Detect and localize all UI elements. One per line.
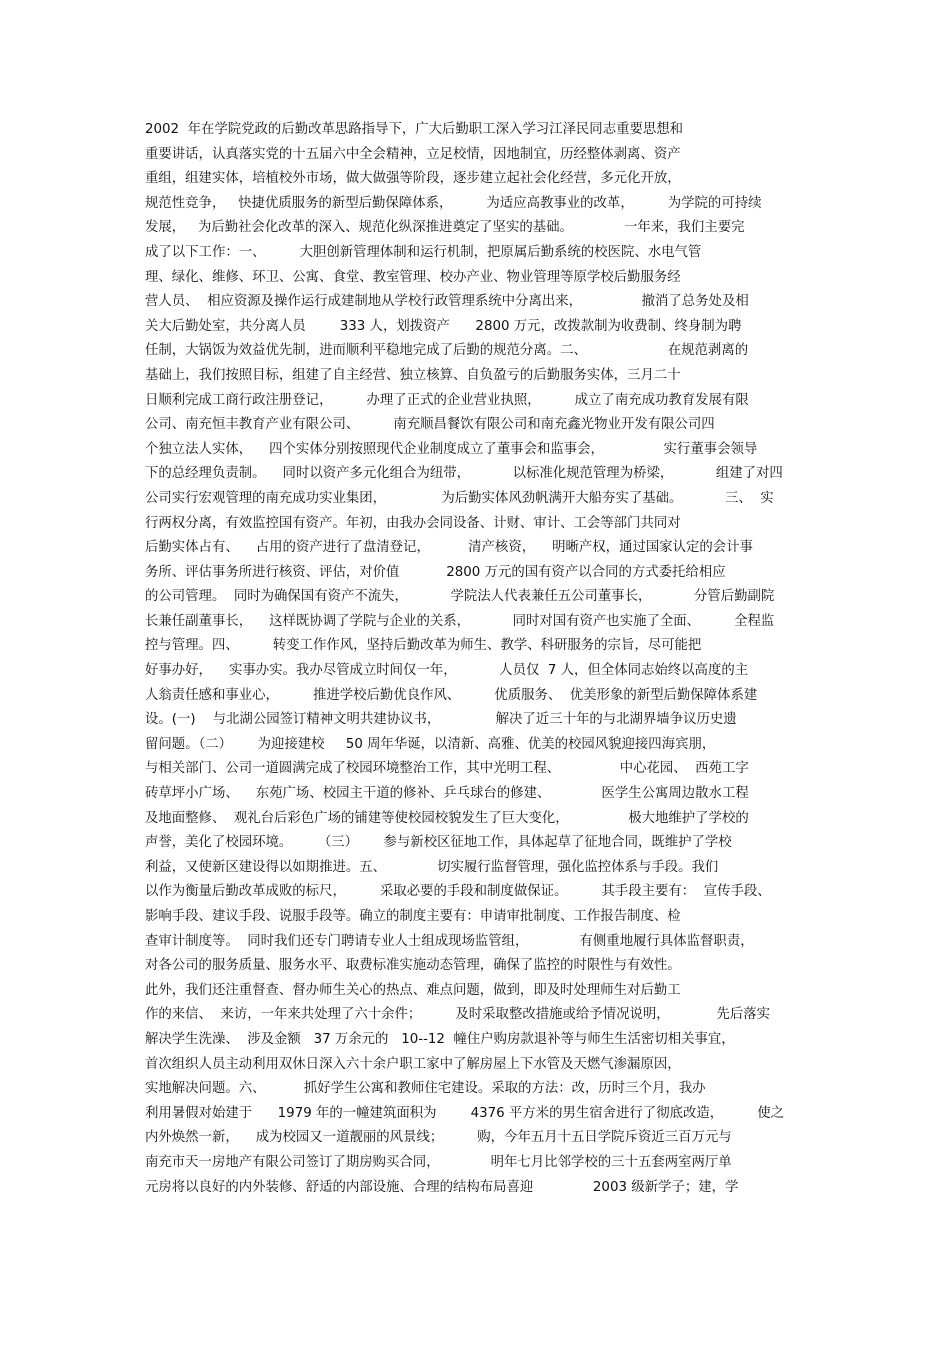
text-line: 首次组织人员主动利用双休日深入六十余户职工家中了解房屋上下水管及天燃气渗漏原因， (145, 1056, 681, 1072)
text-line: 的公司管理。 同时为确保国有资产不流失， 学院法人代表兼任五公司董事长， 分管后勤副院 (145, 589, 775, 605)
text-line: 实地解决问题。六、 抓好学生公寓和教师住宅建设。采取的方法：改，历时三个月，我办 (145, 1081, 706, 1097)
text-line: 基础上，我们按照目标，组建了自主经营、独立核算、自负盈亏的后勤服务实体，三月二十 (145, 367, 681, 383)
text-line: 利用暑假对始建于 1979 年的一幢建筑面积为 4376 平方米的男生宿舍进行了彻底改造， 使之 (145, 1105, 784, 1121)
text-line: 声誉，美化了校园环境。 （三） 参与新校区征地工作，具体起草了征地合同，既维护了学校 (145, 835, 732, 851)
text-line: 留问题。（二） 为迎接建校 50 周年华诞，以清新、高雅、优美的校园风貌迎接四海宾朋， (145, 736, 716, 752)
text-line: 解决学生洗澡、 涉及金额 37 万余元的 10--12 幢住户购房款退补等与师生生活密切相关事宜， (145, 1031, 735, 1047)
text-line: 任制，大锅饭为效益优先制，进而顺利平稳地完成了后勤的规范分离。二、 在规范剥离的 (145, 343, 749, 359)
text-line: 内外焕然一新， 成为校园又一道靓丽的风景线； 购，今年五月十五日学院斥资近三百万元与 (145, 1130, 732, 1146)
text-line: 与相关部门、公司一道圆满完成了校园环境整治工作，其中光明工程、 中心花园、 西苑工字 (145, 761, 749, 777)
text-line: 公司实行宏观管理的南充成功实业集团， 为后勤实体风劲帆满开大船夯实了基础。 三、 实 (145, 490, 774, 506)
text-line: 理、绿化、维修、环卫、公寓、食堂、教室管理、校办产业、物业管理等原学校后勤服务经 (145, 269, 681, 285)
text-line: 控与管理。四、 转变工作作风，坚持后勤改革为师生、教学、科研服务的宗旨，尽可能把 (145, 638, 702, 654)
text-line: 人翁责任感和事业心， 推进学校后勤优良作风、 优质服务、 优美形象的新型后勤保障体系建 (145, 687, 758, 703)
text-line: 影响手段、建议手段、说服手段等。确立的制度主要有：申请审批制度、工作报告制度、检 (145, 909, 681, 924)
text-line: 元房将以良好的内外装修、舒适的内部设施、合理的结构布局喜迎 2003 级新学子；建，学 (145, 1179, 739, 1195)
text-line: 对各公司的服务质量、服务水平、取费标准实施动态管理，确保了监控的时限性与有效性。 (145, 958, 681, 974)
text-line: 日顺利完成工商行政注册登记， 办理了正式的企业营业执照， 成立了南充成功教育发展有限 (145, 392, 749, 408)
text-line: 下的总经理负责制。 同时以资产多元化组合为纽带， 以标准化规范管理为桥梁， 组建了对四 (145, 466, 783, 482)
text-line: 利益，又使新区建设得以如期推进。五、 切实履行监督管理，强化监控体系与手段。我们 (145, 859, 719, 875)
body-text (145, 118, 810, 1200)
text-line: 2002 年在学院党政的后勤改革思路指导下，广大后勤职工深入学习江泽民同志重要思想和 (145, 122, 684, 137)
text-line: 砖草坪小广场、 东苑广场、校园主干道的修补、乒乓球台的修建、 医学生公寓周边散水工程 (145, 786, 749, 802)
text-line: 务所、评估事务所进行核资、评估，对价值 2800 万元的国有资产以合同的方式委托给相应 (145, 564, 726, 580)
text-line: 行两权分离，有效监控国有资产。年初，由我办会同设备、计财、审计、工会等部门共同对 (145, 515, 681, 531)
text-line: 查审计制度等。 同时我们还专门聘请专业人士组成现场监管组， 有侧重地履行具体监督职责， (145, 933, 754, 949)
text-line: 南充市天一房地产有限公司签订了期房购买合同， 明年七月比邻学校的三十五套两室两厅单 (145, 1154, 732, 1170)
text-line: 营人员、 相应资源及操作运行成建制地从学校行政管理系统中分离出来， 撤消了总务处及相 (145, 294, 749, 310)
text-line: 后勤实体占有、 占用的资产进行了盘清登记， 清产核资， 明晰产权，通过国家认定的会计事 (145, 540, 753, 556)
text-line: 长兼任副董事长， 这样既协调了学院与企业的关系， 同时对国有资产也实施了全面、 全程监 (145, 613, 775, 629)
text-line: 公司、南充恒丰教育产业有限公司、 南充顺昌餐饮有限公司和南充鑫光物业开发有限公司四 (145, 417, 715, 433)
text-line: 及地面整修、 观礼台后彩色广场的铺建等使校园校貌发生了巨大变化， 极大地维护了学校的 (145, 810, 749, 826)
text-line: 重组，组建实体，培植校外市场，做大做强等阶段，逐步建立起社会化经营，多元化开放， (145, 171, 681, 187)
text-line: 个独立法人实体， 四个实体分别按照现代企业制度成立了董事会和监事会， 实行董事会领导 (145, 441, 758, 457)
text-line: 以作为衡量后勤改革成败的标尺， 采取必要的手段和制度做保证。 其手段主要有： 宣传手段、 (145, 884, 771, 900)
text-line: 作的来信、 来访，一年来共处理了六十余件； 及时采取整改措施或给予情况说明， 先后落实 (145, 1007, 771, 1023)
text-line: 设。(一) 与北湖公园签订精神文明共建协议书， 解决了近三十年的与北湖界墙争议历史遗 (145, 712, 737, 728)
text-line: 重要讲话，认真落实党的十五届六中全会精神，立足校情，因地制宜，历经整体剥离、资产 (145, 146, 681, 162)
text-line: 成了以下工作：一、 大胆创新管理体制和运行机制，把原属后勤系统的校医院、水电气管 (145, 244, 702, 260)
text-line: 此外，我们还注重督查、督办师生关心的热点、难点问题，做到，即及时处理师生对后勤工 (145, 982, 681, 998)
text-line: 发展， 为后勤社会化改革的深入、规范化纵深推进奠定了坚实的基础。 一年来，我们主要完 (145, 220, 745, 236)
text-line: 规范性竞争， 快捷优质服务的新型后勤保障体系， 为适应高教事业的改革， 为学院的可持续 (145, 195, 762, 211)
text-line: 关大后勤处室，共分离人员 333 人，划拨资产 2800 万元，改拨款制为收费制、终身制为聘 (145, 318, 742, 334)
text-line: 好事办好， 实事办实。我办尽管成立时间仅一年， 人员仅 7 人，但全体同志始终以高度的主 (145, 663, 749, 679)
